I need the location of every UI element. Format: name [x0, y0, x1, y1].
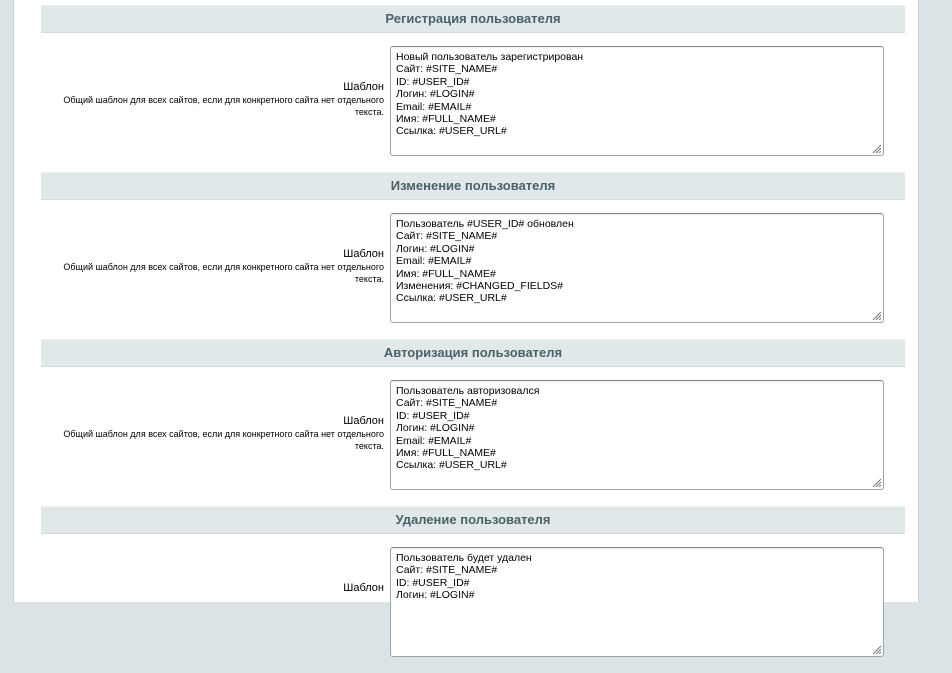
- template-line: ID: #USER_ID#: [396, 409, 470, 422]
- template-line: Сайт: #SITE_NAME#: [396, 564, 498, 577]
- template-line: Пользователь будет удален: [396, 552, 532, 564]
- template-hint: Общий шаблон для всех сайтов, если для конкретного сайта нет отдельного текста.: [63, 429, 384, 451]
- section-header-update: Изменение пользователя: [41, 172, 905, 200]
- template-line: Имя: #FULL_NAME#: [396, 267, 496, 280]
- template-label-block: [54, 582, 384, 595]
- section-header-login: Авторизация пользователя: [41, 339, 905, 367]
- resize-grip-icon[interactable]: [871, 644, 881, 654]
- template-label: Шаблон: [343, 248, 384, 260]
- template-line: Email: #EMAIL#: [396, 434, 472, 447]
- template-line: Ссылка: #USER_URL#: [396, 459, 507, 472]
- template-line: Ссылка: #USER_URL#: [396, 125, 507, 138]
- template-line: Логин: #LOGIN#: [396, 88, 475, 101]
- resize-grip-icon[interactable]: [871, 143, 881, 153]
- template-line: ID: #USER_ID#: [396, 75, 470, 88]
- template-label: Шаблон: [343, 582, 384, 594]
- template-line: Сайт: #SITE_NAME#: [396, 397, 498, 410]
- section-header-delete: Удаление пользователя: [41, 506, 905, 534]
- template-label: Шаблон: [343, 415, 384, 427]
- template-line: ID: #USER_ID#: [396, 576, 470, 589]
- template-textarea-update[interactable]: [390, 213, 884, 323]
- template-row-login: [41, 367, 905, 506]
- template-line: Пользователь #USER_ID# обновлен: [396, 218, 574, 230]
- template-line: Пользователь авторизовался: [396, 385, 540, 397]
- resize-grip-icon[interactable]: [871, 310, 881, 320]
- template-row-delete: [41, 534, 905, 673]
- template-row-registration: [41, 33, 905, 172]
- template-line: Новый пользователь зарегистрирован: [396, 51, 584, 63]
- template-hint: Общий шаблон для всех сайтов, если для конкретного сайта нет отдельного текста.: [63, 262, 384, 284]
- template-line: Имя: #FULL_NAME#: [396, 447, 496, 460]
- template-textarea-login[interactable]: [390, 380, 884, 490]
- template-textarea-registration[interactable]: [390, 46, 884, 156]
- template-line: Сайт: #SITE_NAME#: [396, 63, 498, 76]
- section-header-registration: Регистрация пользователя: [41, 5, 905, 33]
- template-hint: Общий шаблон для всех сайтов, если для конкретного сайта нет отдельного текста.: [63, 95, 384, 117]
- template-label-block: [54, 248, 384, 285]
- template-line: Email: #EMAIL#: [396, 100, 472, 113]
- template-line: Ссылка: #USER_URL#: [396, 292, 507, 305]
- template-line: Email: #EMAIL#: [396, 255, 472, 268]
- settings-panel: [13, 0, 919, 602]
- template-line: Логин: #LOGIN#: [396, 589, 475, 602]
- template-line: Логин: #LOGIN#: [396, 242, 475, 255]
- template-label-block: [54, 81, 384, 118]
- template-row-update: [41, 200, 905, 339]
- template-textarea-delete[interactable]: [390, 547, 884, 657]
- template-line: Логин: #LOGIN#: [396, 422, 475, 435]
- template-line: Изменения: #CHANGED_FIELDS#: [396, 280, 564, 293]
- template-label: Шаблон: [343, 81, 384, 93]
- template-line: Имя: #FULL_NAME#: [396, 113, 496, 126]
- template-line: Сайт: #SITE_NAME#: [396, 230, 498, 243]
- resize-grip-icon[interactable]: [871, 477, 881, 487]
- template-label-block: [54, 415, 384, 452]
